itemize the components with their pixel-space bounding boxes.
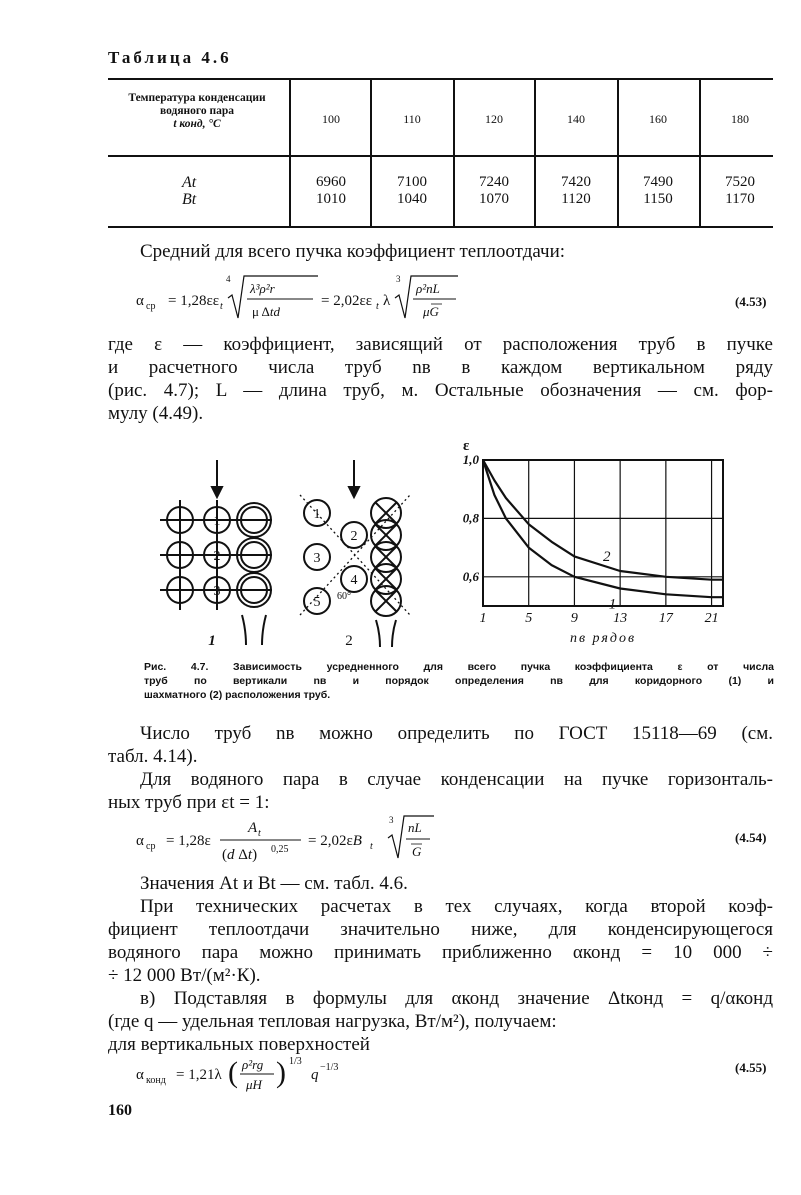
tube-number: 4 xyxy=(350,573,358,588)
svg-text:−1/3: −1/3 xyxy=(320,1062,339,1073)
paragraph-values xyxy=(140,872,773,895)
svg-text:3: 3 xyxy=(396,274,401,284)
temp-header: 120 xyxy=(485,112,503,126)
tube-number: 1 xyxy=(213,514,221,529)
y-axis-label: ε xyxy=(463,438,470,454)
svg-text:t: t xyxy=(376,301,379,312)
tube-number: 2 xyxy=(213,549,221,564)
y-tick-label: 0,6 xyxy=(462,568,479,584)
svg-text:(d Δt): (d Δt) xyxy=(222,847,258,863)
a-values-col xyxy=(455,174,533,208)
svg-text:q: q xyxy=(311,1067,319,1083)
tube-number: 3 xyxy=(213,584,221,599)
x-axis-label: nв рядов xyxy=(569,631,637,646)
y-tick-label: 1,0 xyxy=(462,452,479,467)
tube-number: 3 xyxy=(313,551,321,566)
table-caption: Таблица 4.6 xyxy=(108,48,232,67)
text-line: Значения At и Bt — см. табл. 4.6. xyxy=(140,873,408,894)
cell-a: 7240 xyxy=(479,174,509,190)
a-values-col xyxy=(292,174,370,208)
svg-text:t: t xyxy=(370,841,373,852)
paragraph-intro xyxy=(140,240,773,263)
svg-text:α: α xyxy=(136,1067,144,1083)
text-line: водяного пара можно принимать приближенно αконд = 10 000 ÷ xyxy=(108,942,773,963)
row-label-b: Bt xyxy=(182,191,197,208)
figure-caption xyxy=(144,660,774,702)
text-line: фициент теплоотдачи значительно ниже, для конденсирующегося xyxy=(108,919,773,940)
tube-number: 2 xyxy=(350,529,358,544)
table-col-divider xyxy=(289,79,291,226)
paragraph-substitution xyxy=(140,987,773,1010)
text-line: где ε — коэффициент, зависящий от расположения труб в пучке xyxy=(108,334,773,355)
text-line: для вертикальных поверхностей xyxy=(108,1034,370,1055)
svg-text:μG: μG xyxy=(423,304,439,319)
tube-number: 5 xyxy=(313,595,321,610)
equation-4-55 xyxy=(108,1052,468,1098)
svg-text:= 1,21λ: = 1,21λ xyxy=(176,1067,222,1083)
caption-line: шахматного (2) расположения труб. xyxy=(144,689,331,701)
row-label-a: At xyxy=(182,174,197,191)
cell-a: 7520 xyxy=(725,174,755,190)
text-line: (где q — удельная тепловая нагрузка, Вт/м²), получаем: xyxy=(108,1011,557,1032)
text-line: и расчетного числа труб nв в каждом вертикальном ряду xyxy=(108,357,773,378)
cell-a: 7490 xyxy=(643,174,673,190)
svg-text:ρ²rg: ρ²rg xyxy=(242,1057,264,1072)
svg-text:A: A xyxy=(248,820,258,836)
svg-text:μH: μH xyxy=(246,1077,262,1092)
temp-header: 100 xyxy=(322,112,340,126)
text-line: Число труб nв можно определить по ГОСТ 15118—69 (см. xyxy=(140,723,773,744)
temp-header: 180 xyxy=(731,112,749,126)
equation-4-54 xyxy=(108,812,528,868)
page-number: 160 xyxy=(108,1102,132,1119)
equation-number: (4.55) xyxy=(735,1060,767,1075)
x-tick-label: 9 xyxy=(570,611,578,626)
cell-b: 1040 xyxy=(397,191,427,207)
svg-text:ρ²nL: ρ²nL xyxy=(416,281,440,296)
table-top-rule xyxy=(108,78,773,80)
cell-b: 1150 xyxy=(643,191,673,207)
chart-epsilon-vs-rows xyxy=(445,428,740,650)
x-tick-label: 1 xyxy=(479,611,487,626)
svg-text:): ) xyxy=(276,1056,286,1089)
cell-b: 1010 xyxy=(316,191,346,207)
equation-4-53 xyxy=(108,268,668,330)
table-bottom-rule xyxy=(108,226,773,228)
x-tick-label: 5 xyxy=(525,611,533,626)
a-values-col xyxy=(373,174,451,208)
y-tick-label: 0,8 xyxy=(462,510,479,526)
text-line: табл. 4.14). xyxy=(108,746,198,767)
angle-label: 60° xyxy=(337,591,351,602)
table-header-rule xyxy=(108,155,773,157)
svg-text:μ Δtd: μ Δtd xyxy=(252,304,280,319)
svg-text:1/3: 1/3 xyxy=(289,1056,302,1067)
series-label: 2 xyxy=(603,549,611,566)
series-label: 1 xyxy=(608,596,617,613)
temp-header: 110 xyxy=(403,112,421,126)
chart-labels xyxy=(463,438,719,646)
cell-b: 1120 xyxy=(561,191,591,207)
svg-text:α: α xyxy=(136,293,144,309)
caption-line: труб по вертикали nв и порядок определения nв для коридорного (1) и xyxy=(144,675,774,687)
text-line: Средний для всего пучка коэффициент теплоотдачи: xyxy=(140,241,566,262)
text-line: Для водяного пара в случае конденсации на пучке горизонталь- xyxy=(140,769,773,790)
cell-a: 7100 xyxy=(397,174,427,190)
figure-tube-arrangements xyxy=(150,455,450,660)
a-values-col xyxy=(537,174,615,208)
paragraph-steam xyxy=(140,768,773,791)
header-line: водяного пара xyxy=(159,105,235,117)
tube-number: 1 xyxy=(313,507,321,522)
table-col-divider xyxy=(370,79,372,226)
paragraph-gost xyxy=(140,722,773,745)
paragraph-technical xyxy=(140,895,773,918)
svg-text:= 2,02εB: = 2,02εB xyxy=(308,833,362,849)
x-tick-label: 17 xyxy=(658,611,673,626)
equation-number: (4.54) xyxy=(735,830,767,845)
paragraph-substitution-2 xyxy=(108,1010,773,1056)
svg-text:t: t xyxy=(220,301,223,312)
svg-text:0,25: 0,25 xyxy=(271,844,289,855)
svg-text:ср: ср xyxy=(146,841,156,852)
cell-a: 6960 xyxy=(316,174,346,190)
svg-text:α: α xyxy=(136,833,144,849)
svg-text:3: 3 xyxy=(389,815,394,825)
paragraph-gost-2 xyxy=(108,745,773,768)
svg-text:G: G xyxy=(412,844,422,859)
caption-line: Рис. 4.7. Зависимость усредненного для всего пучка коэффициента ε от числа xyxy=(144,661,774,673)
x-tick-label: 21 xyxy=(704,611,719,626)
temp-header: 140 xyxy=(567,112,585,126)
paragraph-where xyxy=(108,333,773,425)
figure-label-1: 1 xyxy=(208,633,216,649)
svg-text:t: t xyxy=(258,828,261,839)
text-line: мулу (4.49). xyxy=(108,403,204,424)
header-line: t конд, °C xyxy=(173,118,221,130)
svg-text:nL: nL xyxy=(408,820,422,835)
svg-text:= 2,02εε: = 2,02εε xyxy=(321,293,373,309)
svg-text:= 1,28ε: = 1,28ε xyxy=(166,833,211,849)
header-line: Температура конденсации xyxy=(128,92,266,104)
paragraph-steam-2 xyxy=(108,791,773,814)
text-line: При технических расчетах в тех случаях, когда второй коэф- xyxy=(140,896,773,917)
text-line: ÷ 12 000 Вт/(м²·К). xyxy=(108,965,261,986)
paragraph-technical-2 xyxy=(108,918,773,987)
svg-text:λ: λ xyxy=(383,293,391,309)
cell-b: 1070 xyxy=(479,191,509,207)
svg-text:ср: ср xyxy=(146,301,156,312)
figure-label-2: 2 xyxy=(345,633,353,649)
table-header-label xyxy=(108,92,286,131)
text-line: в) Подставляя в формулы для αконд значение Δtконд = q/αконд xyxy=(140,988,773,1009)
text-line: ных труб при εt = 1: xyxy=(108,792,270,813)
x-tick-label: 13 xyxy=(613,611,628,626)
svg-text:4: 4 xyxy=(226,274,231,284)
cell-b: 1170 xyxy=(725,191,755,207)
svg-text:= 1,28εε: = 1,28εε xyxy=(168,293,220,309)
svg-text:конд: конд xyxy=(146,1075,166,1086)
equation-number: (4.53) xyxy=(735,294,767,309)
cell-a: 7420 xyxy=(561,174,591,190)
a-values-col xyxy=(619,174,697,208)
svg-text:(: ( xyxy=(228,1056,238,1089)
text-line: (рис. 4.7); L — длина труб, м. Остальные обозначения — см. фор- xyxy=(108,380,773,401)
temp-header: 160 xyxy=(649,112,667,126)
a-values-col xyxy=(701,174,779,208)
table-col-divider xyxy=(534,79,536,226)
svg-text:λ³ρ²r: λ³ρ²r xyxy=(250,281,275,296)
